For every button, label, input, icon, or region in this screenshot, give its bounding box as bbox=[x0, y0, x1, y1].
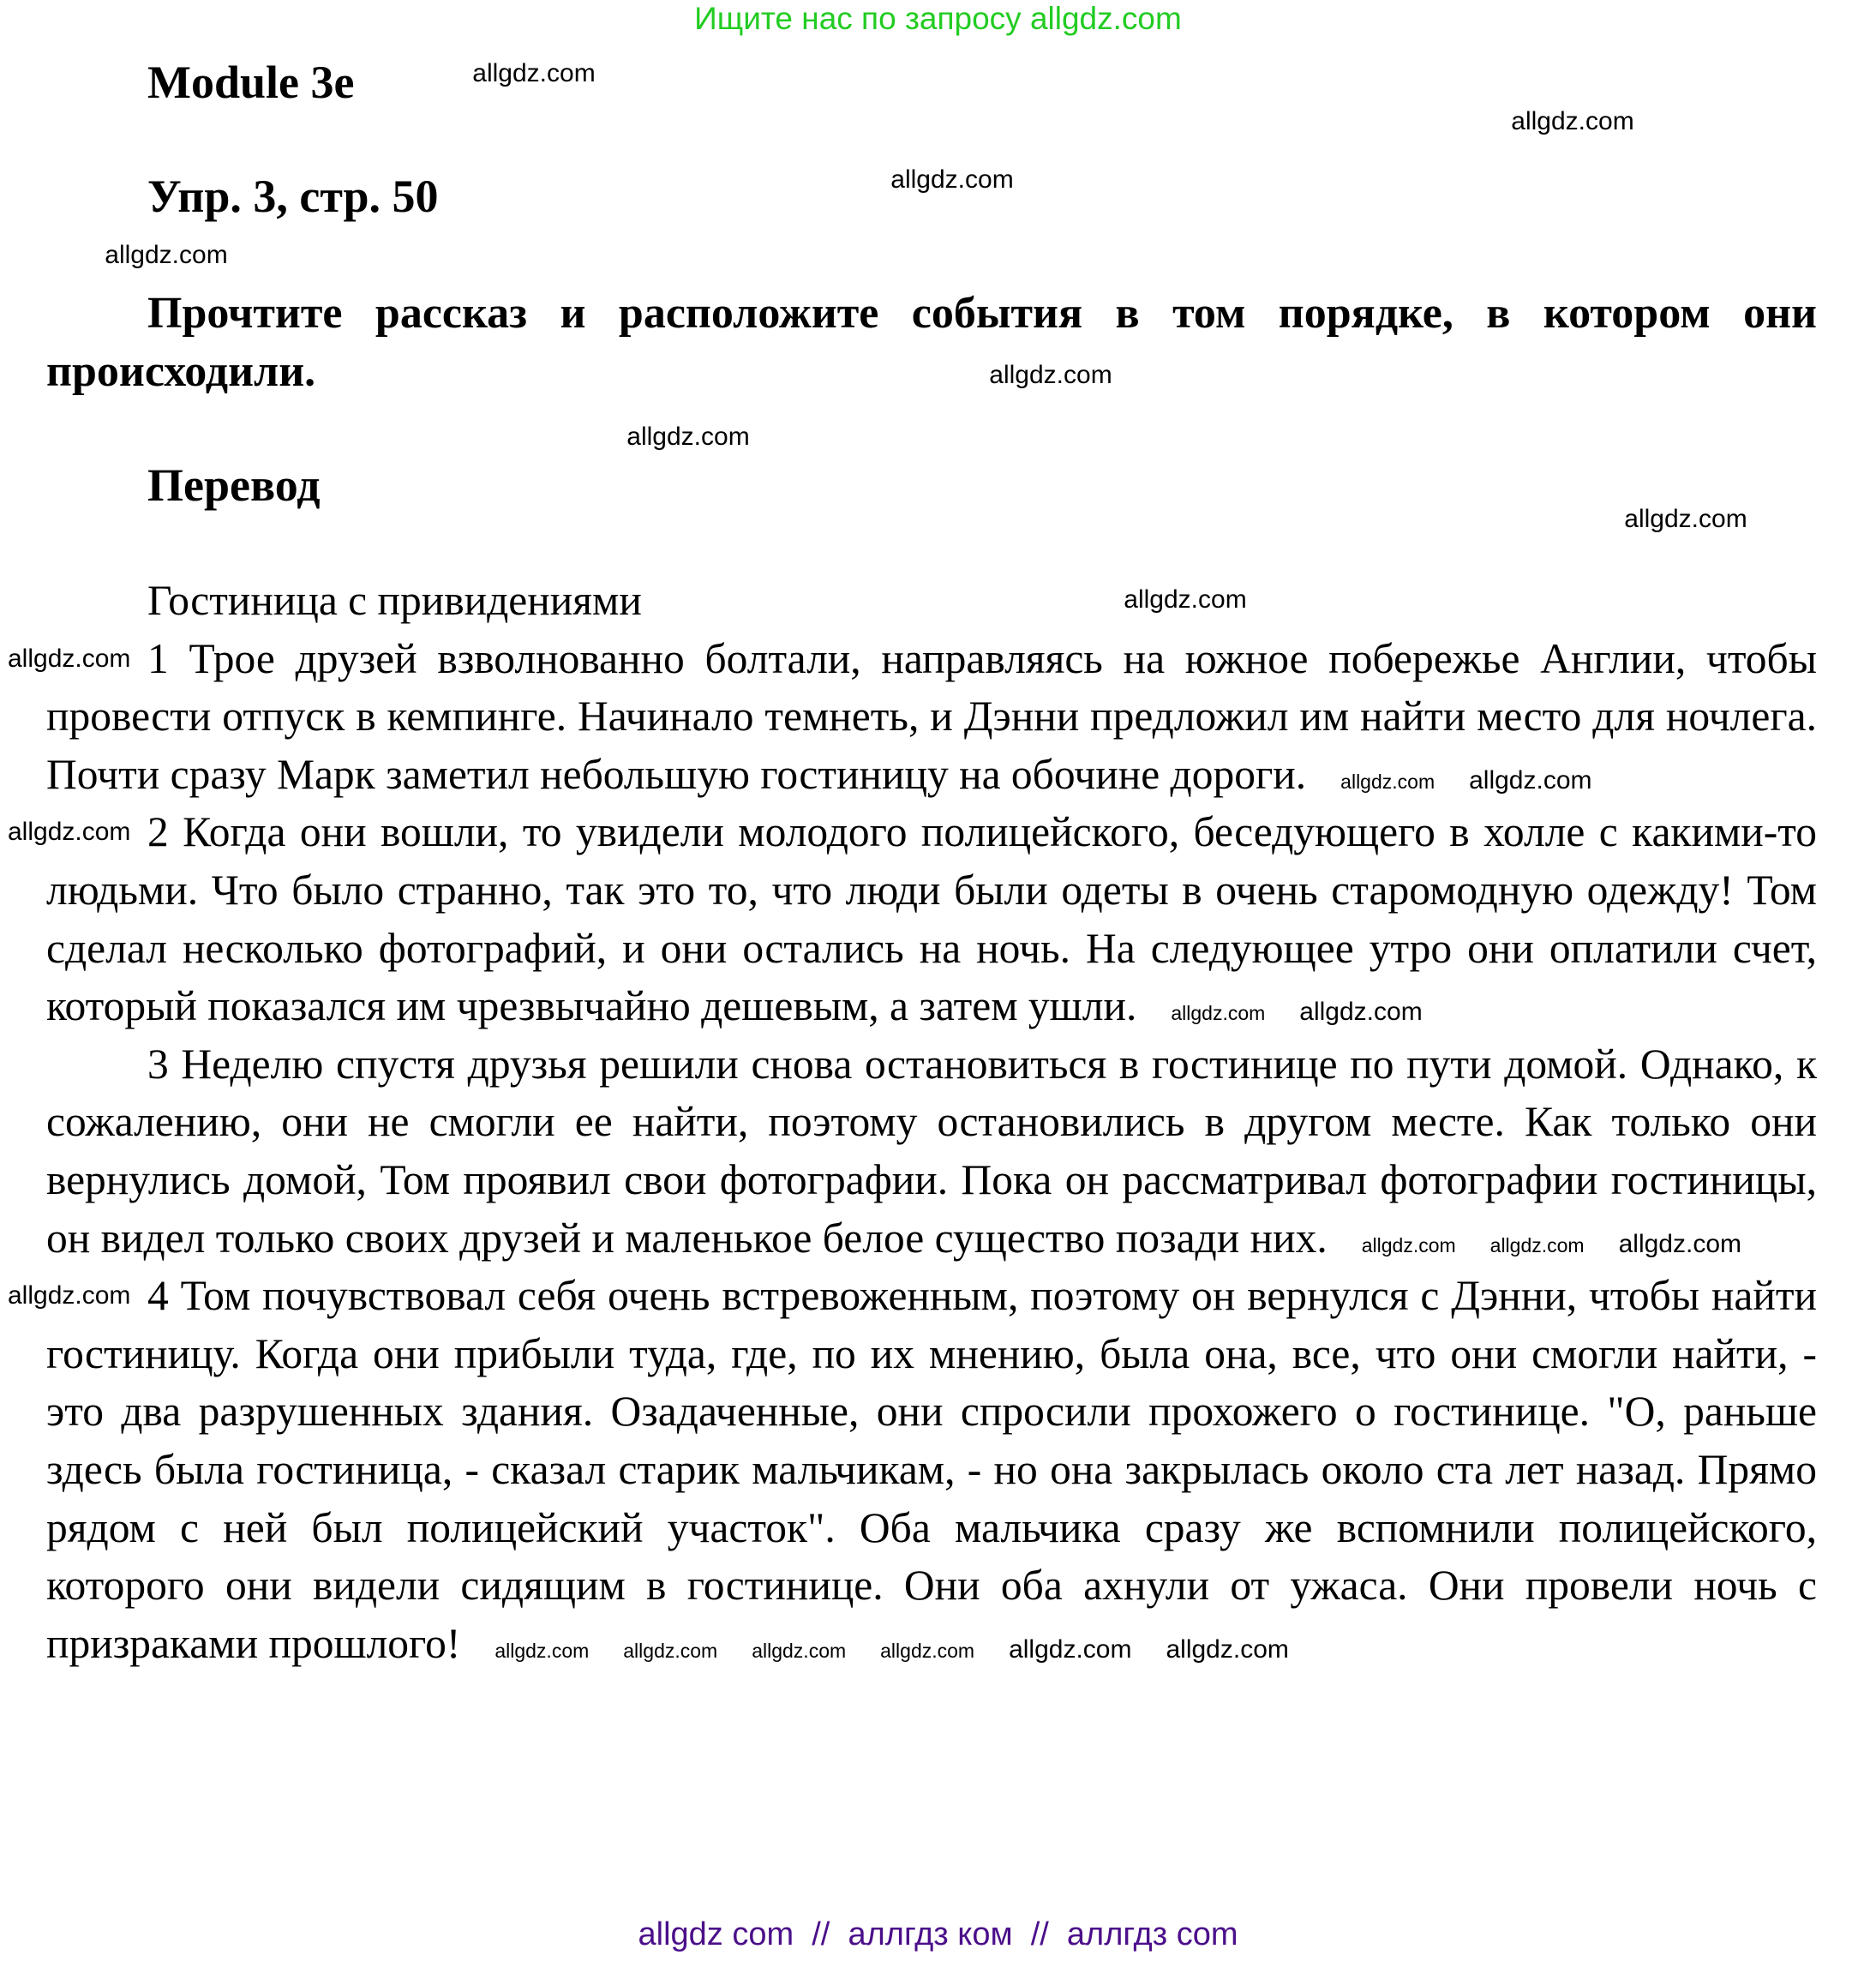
watermark: allgdz.com bbox=[8, 1281, 131, 1310]
watermark: allgdz.com bbox=[989, 361, 1112, 389]
search-banner-link[interactable]: Ищите нас по запросу allgdz.com bbox=[694, 1, 1182, 36]
watermark: allgdz.com bbox=[1340, 770, 1435, 793]
watermark: allgdz.com bbox=[1469, 765, 1592, 795]
story-paragraph-2-text: 2 Когда они вошли, то увидели молодого полицейского, беседующего в холле с какими-то людьми. Что было странно, так это то, что люди были одеты в очень старомодную одежду! Том сделал несколько фотографий, и они остались на ночь. На следующее утро они оплатили счет, который показался им чрезвычайно дешевым, а затем ушли. bbox=[46, 808, 1817, 1030]
watermark: allgdz.com bbox=[623, 1639, 718, 1662]
story-paragraph-1 bbox=[8, 630, 1817, 804]
watermark: allgdz.com bbox=[472, 59, 596, 87]
footer-links[interactable]: allgdz com // аллгдз ком // аллгдз com bbox=[638, 1916, 1238, 1952]
watermark: allgdz.com bbox=[1624, 505, 1747, 533]
story bbox=[8, 572, 1817, 1672]
story-paragraph-2 bbox=[8, 803, 1817, 1034]
story-title-line bbox=[46, 572, 1817, 630]
watermark: allgdz.com bbox=[8, 818, 131, 847]
module-heading: Module 3e bbox=[147, 57, 355, 108]
watermark: allgdz.com bbox=[494, 1639, 590, 1662]
watermark: allgdz.com bbox=[890, 165, 1014, 194]
watermark: allgdz.com bbox=[752, 1639, 847, 1662]
watermark: allgdz.com bbox=[1171, 1002, 1266, 1025]
watermark: allgdz.com bbox=[880, 1639, 975, 1662]
watermark: allgdz.com bbox=[1489, 1233, 1585, 1256]
translation-heading: Перевод bbox=[147, 459, 321, 511]
watermark: allgdz.com bbox=[1166, 1634, 1289, 1664]
exercise-heading: Упр. 3, стр. 50 bbox=[147, 171, 439, 222]
watermark: allgdz.com bbox=[105, 241, 228, 269]
watermark: allgdz.com bbox=[1009, 1634, 1132, 1664]
watermark: allgdz.com bbox=[1361, 1233, 1456, 1256]
watermark: allgdz.com bbox=[1124, 585, 1247, 614]
instruction-text: Прочтите рассказ и расположите события в том порядке, в котором они происходили. bbox=[46, 289, 1817, 396]
story-title: Гостиница с привидениями bbox=[147, 577, 642, 624]
watermark: allgdz.com bbox=[626, 423, 750, 451]
watermark: allgdz.com bbox=[8, 644, 131, 673]
watermark: allgdz.com bbox=[1511, 107, 1634, 135]
story-paragraph-4-text: 4 Том почувствовал себя очень встревоженным, поэтому он вернулся с Дэнни, чтобы найти гостиницу. Когда они прибыли туда, где, по их мнению, была она, все, что они смогли найти, - это два разрушенных здания. Озадаченные, они спросили прохожего о гостинице. "О, раньше здесь была гостиница, - сказал старик мальчикам, - но она закрылась около ста лет назад. Прямо рядом с ней был полицейский участок". Оба мальчика сразу же вспомнили полицейского, которого они видели сидящим в гостинице. Они оба ахнули от ужаса. Они провели ночь с призраками прошлого! bbox=[46, 1272, 1817, 1667]
story-paragraph-3 bbox=[46, 1035, 1817, 1267]
story-paragraph-4 bbox=[8, 1267, 1817, 1672]
story-paragraph-1-text: 1 Трое друзей взволнованно болтали, направляясь на южное побережье Англии, чтобы провести отпуск в кемпинге. Начинало темнеть, и Дэнни предложил им найти место для ночлега. Почти сразу Марк заметил небольшую гостиницу на обочине дороги. bbox=[46, 634, 1817, 798]
story-paragraph-3-text: 3 Неделю спустя друзья решили снова остановиться в гостинице по пути домой. Однако, к сожалению, они не смогли ее найти, поэтому остановились в другом месте. Как только они вернулись домой, Том проявил свои фотографии. Пока он рассматривал фотографии гостиницы, он видел только своих друзей и маленькое белое существо позади них. bbox=[46, 1040, 1817, 1262]
watermark: allgdz.com bbox=[1299, 998, 1423, 1027]
watermark: allgdz.com bbox=[1618, 1229, 1741, 1258]
